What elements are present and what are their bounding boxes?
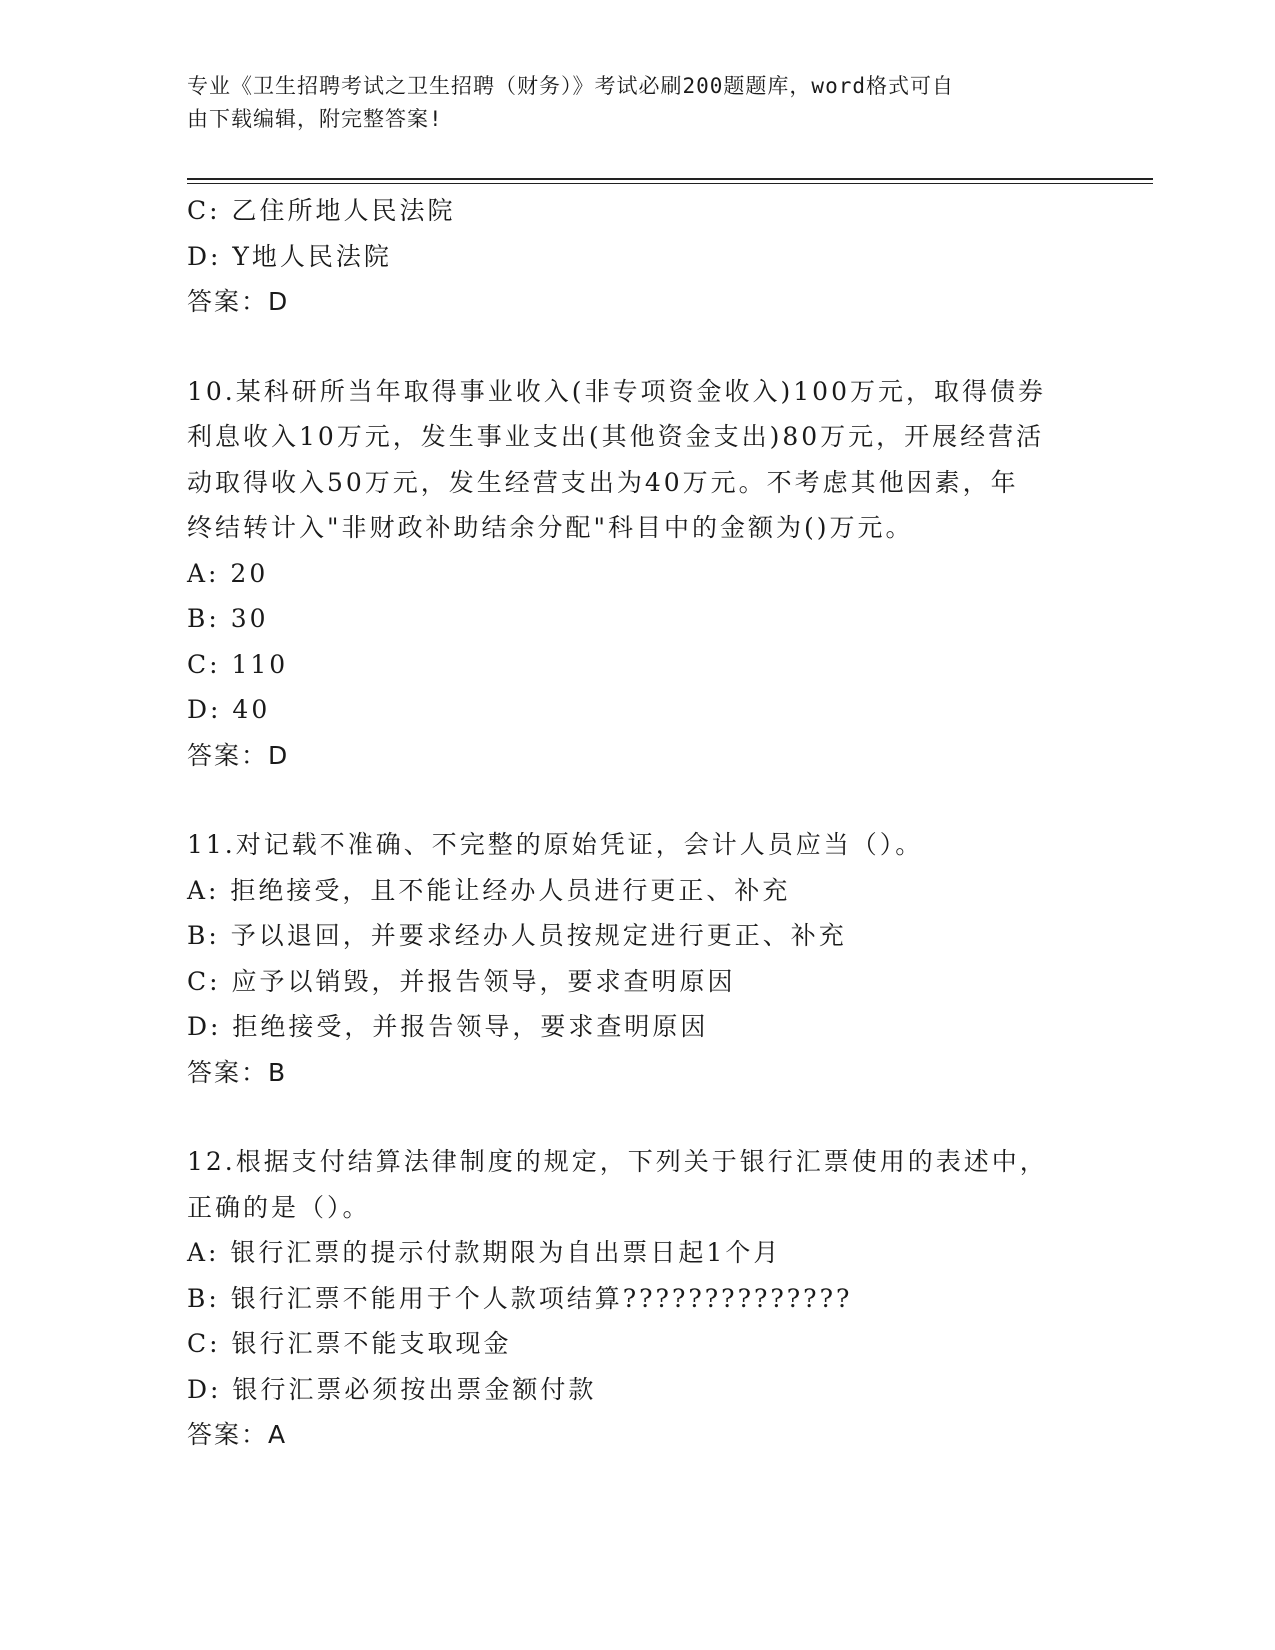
header-rule-thick	[187, 178, 1153, 180]
question-9	[187, 188, 1087, 325]
header-line-1: 专业《卫生招聘考试之卫生招聘（财务）》考试必刷200题题库，word格式可自	[187, 74, 954, 98]
question-11	[187, 822, 1087, 1095]
q9-option-d: D: Y地人民法院	[187, 241, 392, 271]
q11-option-a: A: 拒绝接受，且不能让经办人员进行更正、补充	[187, 875, 791, 905]
q10-stem-line-2: 利息收入10万元，发生事业支出(其他资金支出)80万元，开展经营活	[187, 422, 1045, 451]
q11-stem-line-1: 11.对记载不准确、不完整的原始凭证，会计人员应当（）。	[187, 830, 924, 859]
q9-answer: 答案：D	[187, 287, 290, 316]
spacer	[187, 778, 1087, 822]
q10-option-d: D: 40	[187, 695, 271, 724]
question-12	[187, 1139, 1087, 1458]
q9-option-c: C: 乙住所地人民法院	[187, 196, 456, 225]
q10-option-b: B: 30	[187, 604, 269, 633]
q12-stem-line-1: 12.根据支付结算法律制度的规定，下列关于银行汇票使用的表述中，	[187, 1147, 1048, 1176]
q12-option-a: A: 银行汇票的提示付款期限为自出票日起1个月	[187, 1238, 782, 1267]
header-line-2: 由下载编辑，附完整答案!	[187, 107, 443, 131]
q11-option-c: C: 应予以销毁，并报告领导，要求查明原因	[187, 966, 736, 996]
q11-option-b: B: 予以退回，并要求经办人员按规定进行更正、补充	[187, 921, 847, 950]
document-header	[187, 70, 1067, 136]
q11-answer: 答案：B	[187, 1057, 288, 1087]
q12-option-b: B: 银行汇票不能用于个人款项结算??????????????	[187, 1283, 853, 1313]
spacer	[187, 325, 1087, 369]
spacer	[187, 1095, 1087, 1139]
q12-stem-line-2: 正确的是（）。	[187, 1192, 371, 1222]
q10-stem-line-4: 终结转计入"非财政补助结余分配"科目中的金额为()万元。	[187, 513, 914, 542]
q10-stem-line-3: 动取得收入50万元，发生经营支出为40万元。不考虑其他因素，年	[187, 467, 1019, 497]
q10-option-c: C: 110	[187, 649, 289, 679]
q10-answer: 答案：D	[187, 740, 290, 770]
q12-answer: 答案：A	[187, 1420, 288, 1449]
question-list	[187, 188, 1087, 1458]
q12-option-d: D: 银行汇票必须按出票金额付款	[187, 1374, 597, 1404]
q11-option-d: D: 拒绝接受，并报告领导，要求查明原因	[187, 1012, 709, 1041]
header-rule-thin	[187, 183, 1153, 184]
question-10	[187, 369, 1087, 779]
q10-stem-line-1: 10.某科研所当年取得事业收入(非专项资金收入)100万元，取得债券	[187, 376, 1046, 406]
q10-option-a: A: 20	[187, 558, 269, 588]
q12-option-c: C: 银行汇票不能支取现金	[187, 1329, 512, 1358]
